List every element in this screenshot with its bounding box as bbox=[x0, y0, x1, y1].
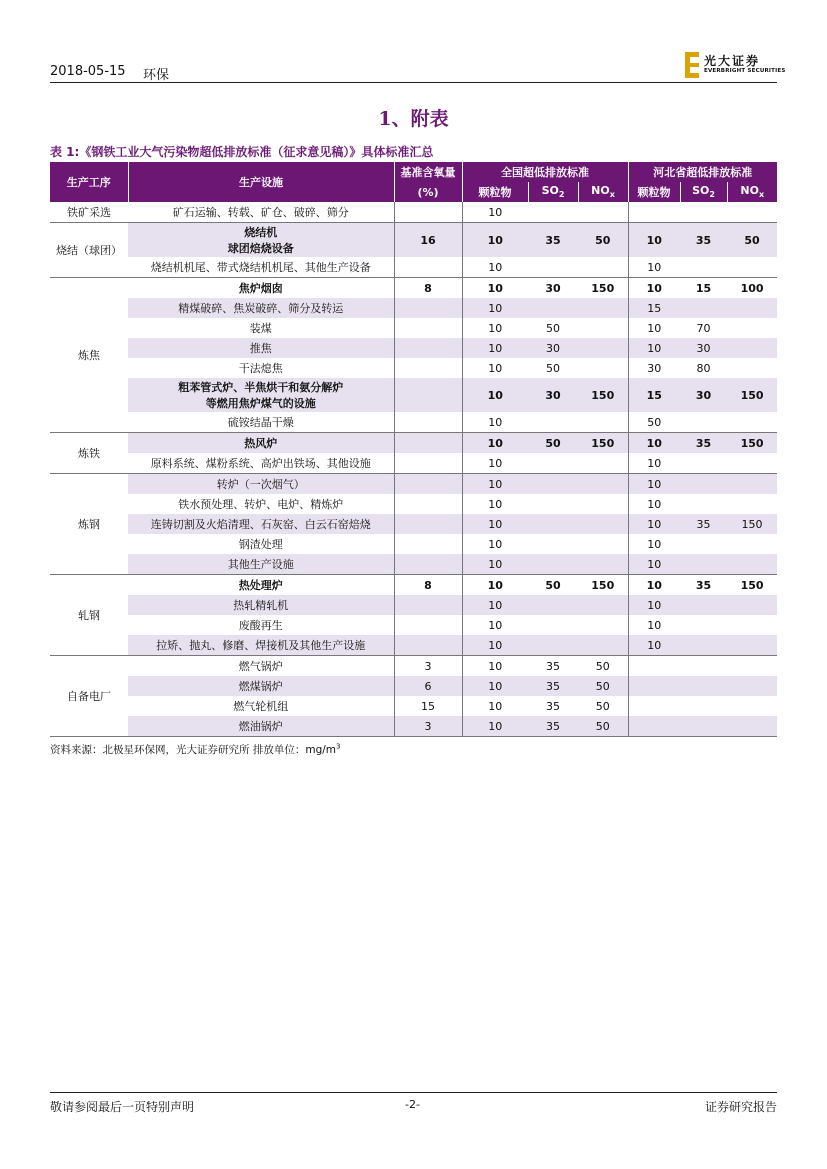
value-cell-n-nox: 50 bbox=[578, 676, 628, 696]
base-oxygen-cell bbox=[394, 358, 462, 378]
value-cell-n-nox bbox=[578, 514, 628, 534]
base-oxygen-cell bbox=[394, 318, 462, 338]
table-title: 表 1:《钢铁工业大气污染物超低排放标准（征求意见稿）》具体标准汇总 bbox=[50, 145, 434, 159]
value-cell-n-nox bbox=[578, 453, 628, 474]
process-cell: 炼焦 bbox=[50, 278, 128, 433]
value-cell-n-pm: 10 bbox=[488, 659, 503, 673]
process-cell: 炼铁 bbox=[50, 433, 128, 474]
facility-line: 燃油锅炉 bbox=[238, 720, 283, 733]
facility-line: 铁水预处理、转炉、电炉、精炼炉 bbox=[178, 498, 344, 511]
table-row bbox=[50, 257, 777, 278]
facility-cell bbox=[128, 278, 394, 299]
value-cell-n-so2 bbox=[528, 534, 578, 554]
value-cell-n-so2: 30 bbox=[528, 378, 578, 412]
value-cell-n-pm: 10 bbox=[488, 497, 503, 511]
value-cell-h-pm: 10 bbox=[628, 534, 680, 554]
value-cell-h-so2 bbox=[680, 676, 727, 696]
facility-cell bbox=[128, 338, 394, 358]
table-row bbox=[50, 412, 777, 433]
value-cell-n-pm: 10 bbox=[488, 537, 503, 551]
company-logo bbox=[685, 52, 786, 80]
value-cell-n-so2: 35 bbox=[546, 699, 560, 713]
value-cell-h-nox bbox=[727, 298, 777, 318]
facility-cell bbox=[128, 575, 394, 596]
value-cell-n-pm: 10 bbox=[462, 338, 528, 358]
facility-line: 焦炉烟囱 bbox=[238, 282, 283, 295]
base-oxygen-cell bbox=[394, 378, 462, 412]
value-cell-h-so2: 35 bbox=[695, 578, 712, 592]
facility-line: 矿石运输、转载、矿仓、破碎、筛分 bbox=[172, 206, 349, 219]
value-cell-n-so2 bbox=[528, 474, 578, 495]
value-cell-h-nox bbox=[727, 676, 777, 696]
value-cell-n-nox bbox=[578, 554, 628, 575]
value-cell-n-pm: 10 bbox=[462, 453, 528, 474]
facility-cell bbox=[128, 676, 394, 696]
value-cell-n-nox: 50 bbox=[595, 699, 610, 713]
table-row bbox=[50, 575, 777, 596]
value-cell-h-nox bbox=[727, 412, 777, 433]
base-oxygen-cell bbox=[394, 635, 462, 656]
facility-line: 烧结机 bbox=[244, 226, 278, 239]
facility-cell bbox=[128, 223, 394, 258]
value-cell-n-pm: 10 bbox=[462, 412, 528, 433]
value-cell-n-nox bbox=[578, 412, 628, 433]
value-cell-n-pm: 10 bbox=[462, 202, 528, 223]
facility-line: 废酸再生 bbox=[238, 619, 283, 632]
facility-cell bbox=[128, 318, 394, 338]
table-row bbox=[50, 615, 777, 635]
value-cell-h-pm: 15 bbox=[628, 378, 680, 412]
facility-cell bbox=[128, 358, 394, 378]
footer-disclaimer: 敬请参阅最后一页特别声明 bbox=[50, 1100, 195, 1114]
header-national-standard: 全国超低排放标准 bbox=[462, 162, 628, 182]
value-cell-h-pm: 50 bbox=[628, 412, 680, 433]
value-cell-h-pm: 10 bbox=[628, 615, 680, 635]
table-row bbox=[50, 318, 777, 338]
facility-line-2: 球团焙烧设备 bbox=[227, 242, 294, 255]
value-cell-h-so2: 70 bbox=[696, 321, 711, 335]
value-cell-h-so2 bbox=[680, 474, 727, 495]
value-cell-n-so2: 50 bbox=[545, 578, 561, 592]
header-facility: 生产设施 bbox=[128, 162, 394, 202]
table-row bbox=[50, 474, 777, 495]
value-cell-h-so2 bbox=[680, 412, 727, 433]
logo-chinese-name: 光大证券 bbox=[704, 54, 761, 68]
value-cell-h-pm bbox=[628, 676, 680, 696]
base-oxygen-cell bbox=[394, 298, 462, 318]
facility-cell bbox=[128, 257, 394, 278]
value-cell-n-so2 bbox=[528, 514, 578, 534]
table-row bbox=[50, 338, 777, 358]
facility-line: 硫铵结晶干燥 bbox=[227, 416, 294, 429]
header-base-oxygen: 基准含氧量 bbox=[394, 162, 462, 182]
value-cell-n-nox bbox=[578, 298, 628, 318]
base-oxygen-cell bbox=[394, 433, 462, 454]
emission-standards-table bbox=[50, 162, 777, 737]
value-cell-n-so2: 30 bbox=[545, 281, 561, 295]
value-cell-h-nox: 150 bbox=[727, 433, 777, 454]
value-cell-h-nox: 50 bbox=[727, 223, 777, 258]
base-oxygen-cell bbox=[394, 595, 462, 615]
value-cell-h-pm: 10 bbox=[628, 278, 680, 299]
value-cell-h-so2 bbox=[680, 298, 727, 318]
facility-line: 精煤破碎、焦炭破碎、筛分及转运 bbox=[178, 302, 344, 315]
table-row bbox=[50, 202, 777, 223]
base-oxygen-cell bbox=[394, 474, 462, 495]
value-cell-n-nox: 50 bbox=[578, 223, 628, 258]
value-cell-h-so2 bbox=[680, 494, 727, 514]
value-cell-n-nox bbox=[578, 474, 628, 495]
facility-line: 拉矫、抛丸、修磨、焊接机及其他生产设施 bbox=[156, 639, 366, 652]
value-cell-n-pm: 10 bbox=[462, 433, 528, 454]
report-date: 2018-05-15 bbox=[50, 64, 126, 79]
value-cell-n-nox: 150 bbox=[578, 433, 628, 454]
value-cell-n-nox bbox=[578, 257, 628, 278]
value-cell-h-pm: 10 bbox=[628, 595, 680, 615]
base-oxygen-cell: 3 bbox=[394, 716, 462, 737]
process-cell: 铁矿采选 bbox=[50, 202, 128, 223]
value-cell-h-nox bbox=[727, 202, 777, 223]
value-cell-n-nox: 50 bbox=[578, 716, 628, 737]
facility-line: 其他生产设施 bbox=[227, 558, 294, 571]
value-cell-n-so2: 35 bbox=[528, 676, 578, 696]
footer-report-type: 证券研究报告 bbox=[704, 1100, 777, 1114]
value-cell-h-nox bbox=[727, 554, 777, 575]
value-cell-n-so2 bbox=[528, 202, 578, 223]
value-cell-n-pm: 10 bbox=[462, 474, 528, 495]
value-cell-h-pm bbox=[628, 656, 680, 677]
value-cell-n-nox bbox=[578, 615, 628, 635]
value-cell-n-so2 bbox=[528, 453, 578, 474]
value-cell-h-so2 bbox=[680, 595, 727, 615]
process-cell: 轧钢 bbox=[50, 575, 128, 656]
value-cell-n-so2 bbox=[528, 554, 578, 575]
value-cell-n-so2 bbox=[528, 298, 578, 318]
base-oxygen-cell bbox=[394, 257, 462, 278]
value-cell-n-pm: 10 bbox=[487, 281, 503, 295]
header-national-nox: $NO_x$ bbox=[578, 182, 628, 202]
value-cell-h-nox bbox=[727, 595, 777, 615]
header-national-pm: 颗粒物 bbox=[462, 182, 528, 202]
facility-line: 燃气轮机组 bbox=[233, 700, 289, 713]
facility-cell bbox=[128, 635, 394, 656]
facility-cell bbox=[128, 696, 394, 716]
table-row bbox=[50, 696, 777, 716]
value-cell-h-pm: 10 bbox=[628, 514, 680, 534]
base-oxygen-cell bbox=[394, 494, 462, 514]
facility-cell bbox=[128, 494, 394, 514]
header-hebei-so2: $SO_2$ bbox=[680, 182, 727, 202]
value-cell-n-nox bbox=[578, 595, 628, 615]
value-cell-n-nox bbox=[578, 534, 628, 554]
value-cell-h-so2 bbox=[680, 696, 727, 716]
value-cell-n-nox bbox=[578, 494, 628, 514]
base-oxygen-cell bbox=[394, 338, 462, 358]
facility-line: 热轧精轧机 bbox=[233, 599, 289, 612]
facility-line: 转炉（一次烟气） bbox=[216, 478, 305, 491]
value-cell-n-so2: 35 bbox=[546, 659, 560, 673]
value-cell-h-so2 bbox=[680, 716, 727, 737]
value-cell-h-pm: 10 bbox=[628, 554, 680, 575]
value-cell-n-nox: 150 bbox=[591, 578, 615, 592]
value-cell-h-nox: 150 bbox=[727, 378, 777, 412]
facility-cell bbox=[128, 514, 394, 534]
header-national-so2: $SO_2$ bbox=[528, 182, 578, 202]
value-cell-h-pm: 10 bbox=[628, 318, 680, 338]
base-oxygen-cell: 15 bbox=[394, 696, 462, 716]
value-cell-n-so2 bbox=[528, 257, 578, 278]
facility-cell bbox=[128, 412, 394, 433]
value-cell-h-so2: 35 bbox=[680, 514, 727, 534]
value-cell-n-pm: 10 bbox=[462, 257, 528, 278]
value-cell-n-nox bbox=[578, 635, 628, 656]
table-row bbox=[50, 358, 777, 378]
value-cell-n-pm: 10 bbox=[462, 223, 528, 258]
report-topic: 环保 bbox=[143, 68, 170, 83]
value-cell-n-nox: 150 bbox=[578, 378, 628, 412]
facility-line: 装煤 bbox=[249, 322, 272, 335]
value-cell-h-pm: 10 bbox=[628, 338, 680, 358]
facility-cell bbox=[128, 202, 394, 223]
facility-line: 粗苯管式炉、半焦烘干和氨分解炉 bbox=[178, 381, 344, 394]
page-number: -2- bbox=[405, 1098, 420, 1111]
value-cell-h-nox bbox=[727, 534, 777, 554]
value-cell-n-so2: 35 bbox=[528, 716, 578, 737]
base-oxygen-cell bbox=[394, 514, 462, 534]
value-cell-n-pm: 10 bbox=[462, 378, 528, 412]
facility-cell bbox=[128, 433, 394, 454]
value-cell-h-nox bbox=[727, 615, 777, 635]
value-cell-n-so2: 50 bbox=[546, 361, 560, 375]
table-row bbox=[50, 656, 777, 677]
logo-english-name: EVERBRIGHT SECURITIES bbox=[704, 68, 786, 74]
value-cell-h-so2 bbox=[680, 656, 727, 677]
value-cell-n-nox: 50 bbox=[595, 659, 610, 673]
value-cell-h-nox bbox=[727, 656, 777, 677]
value-cell-h-so2: 80 bbox=[696, 361, 711, 375]
value-cell-h-pm: 30 bbox=[628, 358, 680, 378]
value-cell-h-nox bbox=[727, 257, 777, 278]
base-oxygen-cell bbox=[394, 615, 462, 635]
value-cell-h-so2: 30 bbox=[680, 338, 727, 358]
value-cell-n-so2 bbox=[528, 595, 578, 615]
table-row bbox=[50, 716, 777, 737]
base-oxygen-cell: 6 bbox=[394, 676, 462, 696]
table-row bbox=[50, 635, 777, 656]
value-cell-n-pm: 10 bbox=[462, 514, 528, 534]
value-cell-n-pm: 10 bbox=[488, 618, 503, 632]
value-cell-n-pm: 10 bbox=[488, 699, 503, 713]
value-cell-h-nox bbox=[727, 716, 777, 737]
value-cell-n-pm: 10 bbox=[462, 716, 528, 737]
facility-cell bbox=[128, 378, 394, 412]
value-cell-h-nox bbox=[727, 696, 777, 716]
value-cell-h-nox bbox=[727, 358, 777, 378]
value-cell-h-so2: 15 bbox=[695, 281, 712, 295]
value-cell-h-pm: 10 bbox=[628, 494, 680, 514]
value-cell-n-nox bbox=[578, 202, 628, 223]
value-cell-n-so2: 50 bbox=[546, 321, 560, 335]
table-row bbox=[50, 298, 777, 318]
value-cell-h-pm: 10 bbox=[628, 257, 680, 278]
process-cell: 烧结（球团） bbox=[50, 223, 128, 278]
header-base-unit: (%) bbox=[394, 182, 462, 202]
facility-line: 原料系统、煤粉系统、高炉出铁场、其他设施 bbox=[150, 457, 371, 470]
base-oxygen-cell bbox=[394, 554, 462, 575]
facility-cell bbox=[128, 534, 394, 554]
header-hebei-standard: 河北省超低排放标准 bbox=[628, 162, 777, 182]
source-note: 资料来源：北极星环保网，光大证券研究所 排放单位：$mg/m^3$ bbox=[50, 742, 341, 756]
header-process: 生产工序 bbox=[50, 162, 128, 202]
base-oxygen-cell bbox=[394, 534, 462, 554]
header-hebei-nox: $NO_x$ bbox=[727, 182, 777, 202]
value-cell-n-nox bbox=[578, 358, 628, 378]
facility-cell bbox=[128, 716, 394, 737]
value-cell-h-so2 bbox=[680, 635, 727, 656]
value-cell-n-nox: 150 bbox=[591, 281, 615, 295]
value-cell-h-pm bbox=[628, 716, 680, 737]
base-oxygen-cell bbox=[394, 453, 462, 474]
value-cell-n-so2: 50 bbox=[528, 433, 578, 454]
value-cell-h-pm: 10 bbox=[628, 474, 680, 495]
value-cell-n-so2 bbox=[528, 412, 578, 433]
value-cell-n-pm: 10 bbox=[462, 554, 528, 575]
value-cell-h-nox bbox=[727, 453, 777, 474]
value-cell-h-nox bbox=[727, 474, 777, 495]
value-cell-n-pm: 10 bbox=[487, 578, 503, 592]
value-cell-n-so2 bbox=[528, 635, 578, 656]
value-cell-h-so2: 35 bbox=[680, 223, 727, 258]
value-cell-h-nox bbox=[727, 338, 777, 358]
table-row bbox=[50, 554, 777, 575]
facility-line: 烧结机机尾、带式烧结机机尾、其他生产设备 bbox=[150, 261, 371, 274]
value-cell-h-pm bbox=[628, 696, 680, 716]
facility-line-2: 等燃用焦炉煤气的设施 bbox=[205, 397, 316, 410]
value-cell-n-pm: 10 bbox=[488, 361, 503, 375]
facility-line: 连铸切割及火焰清理、石灰窑、白云石窑焙烧 bbox=[150, 518, 371, 531]
base-oxygen-cell: 16 bbox=[394, 223, 462, 258]
table-body bbox=[50, 202, 777, 737]
facility-cell bbox=[128, 656, 394, 677]
value-cell-h-pm: 10 bbox=[628, 453, 680, 474]
value-cell-h-so2 bbox=[680, 534, 727, 554]
value-cell-h-so2: 35 bbox=[680, 433, 727, 454]
facility-line: 燃气锅炉 bbox=[238, 660, 283, 673]
facility-line: 燃煤锅炉 bbox=[238, 680, 283, 693]
value-cell-h-so2 bbox=[680, 202, 727, 223]
value-cell-n-pm: 10 bbox=[462, 298, 528, 318]
table-row bbox=[50, 433, 777, 454]
process-cell: 炼钢 bbox=[50, 474, 128, 575]
value-cell-h-pm: 10 bbox=[628, 635, 680, 656]
facility-line: 热风炉 bbox=[244, 437, 278, 450]
value-cell-h-nox: 150 bbox=[727, 514, 777, 534]
value-cell-n-nox bbox=[578, 318, 628, 338]
value-cell-n-pm: 10 bbox=[462, 635, 528, 656]
header-hebei-pm: 颗粒物 bbox=[628, 182, 680, 202]
value-cell-h-pm: 10 bbox=[628, 433, 680, 454]
base-oxygen-cell: 8 bbox=[394, 278, 462, 299]
facility-cell bbox=[128, 453, 394, 474]
section-title: 1、附表 bbox=[378, 108, 449, 130]
logo-mark-icon bbox=[685, 52, 699, 78]
facility-cell bbox=[128, 298, 394, 318]
value-cell-n-so2 bbox=[528, 615, 578, 635]
base-oxygen-cell bbox=[394, 412, 462, 433]
table-row bbox=[50, 595, 777, 615]
value-cell-n-pm: 10 bbox=[488, 321, 503, 335]
value-cell-h-pm bbox=[628, 202, 680, 223]
value-cell-h-so2 bbox=[680, 615, 727, 635]
table-row bbox=[50, 534, 777, 554]
value-cell-h-so2 bbox=[680, 257, 727, 278]
value-cell-h-nox bbox=[727, 494, 777, 514]
facility-cell bbox=[128, 554, 394, 575]
value-cell-h-nox: 100 bbox=[740, 281, 764, 295]
facility-line: 推焦 bbox=[249, 342, 272, 355]
value-cell-h-nox bbox=[727, 318, 777, 338]
table-row bbox=[50, 676, 777, 696]
value-cell-h-so2 bbox=[680, 453, 727, 474]
page-footer bbox=[50, 1092, 777, 1113]
value-cell-n-pm: 10 bbox=[462, 595, 528, 615]
table-row bbox=[50, 494, 777, 514]
page-header bbox=[50, 54, 786, 83]
value-cell-h-so2 bbox=[680, 554, 727, 575]
process-cell: 自备电厂 bbox=[50, 656, 128, 737]
value-cell-n-so2 bbox=[528, 494, 578, 514]
base-oxygen-cell: 8 bbox=[394, 575, 462, 596]
value-cell-h-pm: 15 bbox=[628, 298, 680, 318]
facility-cell bbox=[128, 474, 394, 495]
value-cell-h-pm: 10 bbox=[628, 575, 680, 596]
value-cell-h-nox bbox=[727, 635, 777, 656]
value-cell-n-so2: 30 bbox=[528, 338, 578, 358]
value-cell-h-so2: 30 bbox=[680, 378, 727, 412]
table-row bbox=[50, 223, 777, 258]
base-oxygen-cell bbox=[394, 202, 462, 223]
facility-cell bbox=[128, 615, 394, 635]
table-row bbox=[50, 453, 777, 474]
value-cell-n-pm: 10 bbox=[462, 676, 528, 696]
facility-line: 钢渣处理 bbox=[238, 538, 283, 551]
table-row bbox=[50, 378, 777, 412]
table-row bbox=[50, 278, 777, 299]
facility-line: 热处理炉 bbox=[238, 579, 283, 592]
value-cell-n-nox bbox=[578, 338, 628, 358]
value-cell-h-nox: 150 bbox=[740, 578, 764, 592]
value-cell-h-pm: 10 bbox=[628, 223, 680, 258]
base-oxygen-cell: 3 bbox=[394, 656, 462, 677]
table-row bbox=[50, 514, 777, 534]
facility-cell bbox=[128, 595, 394, 615]
value-cell-n-so2: 35 bbox=[528, 223, 578, 258]
facility-line: 干法熄焦 bbox=[238, 362, 283, 375]
